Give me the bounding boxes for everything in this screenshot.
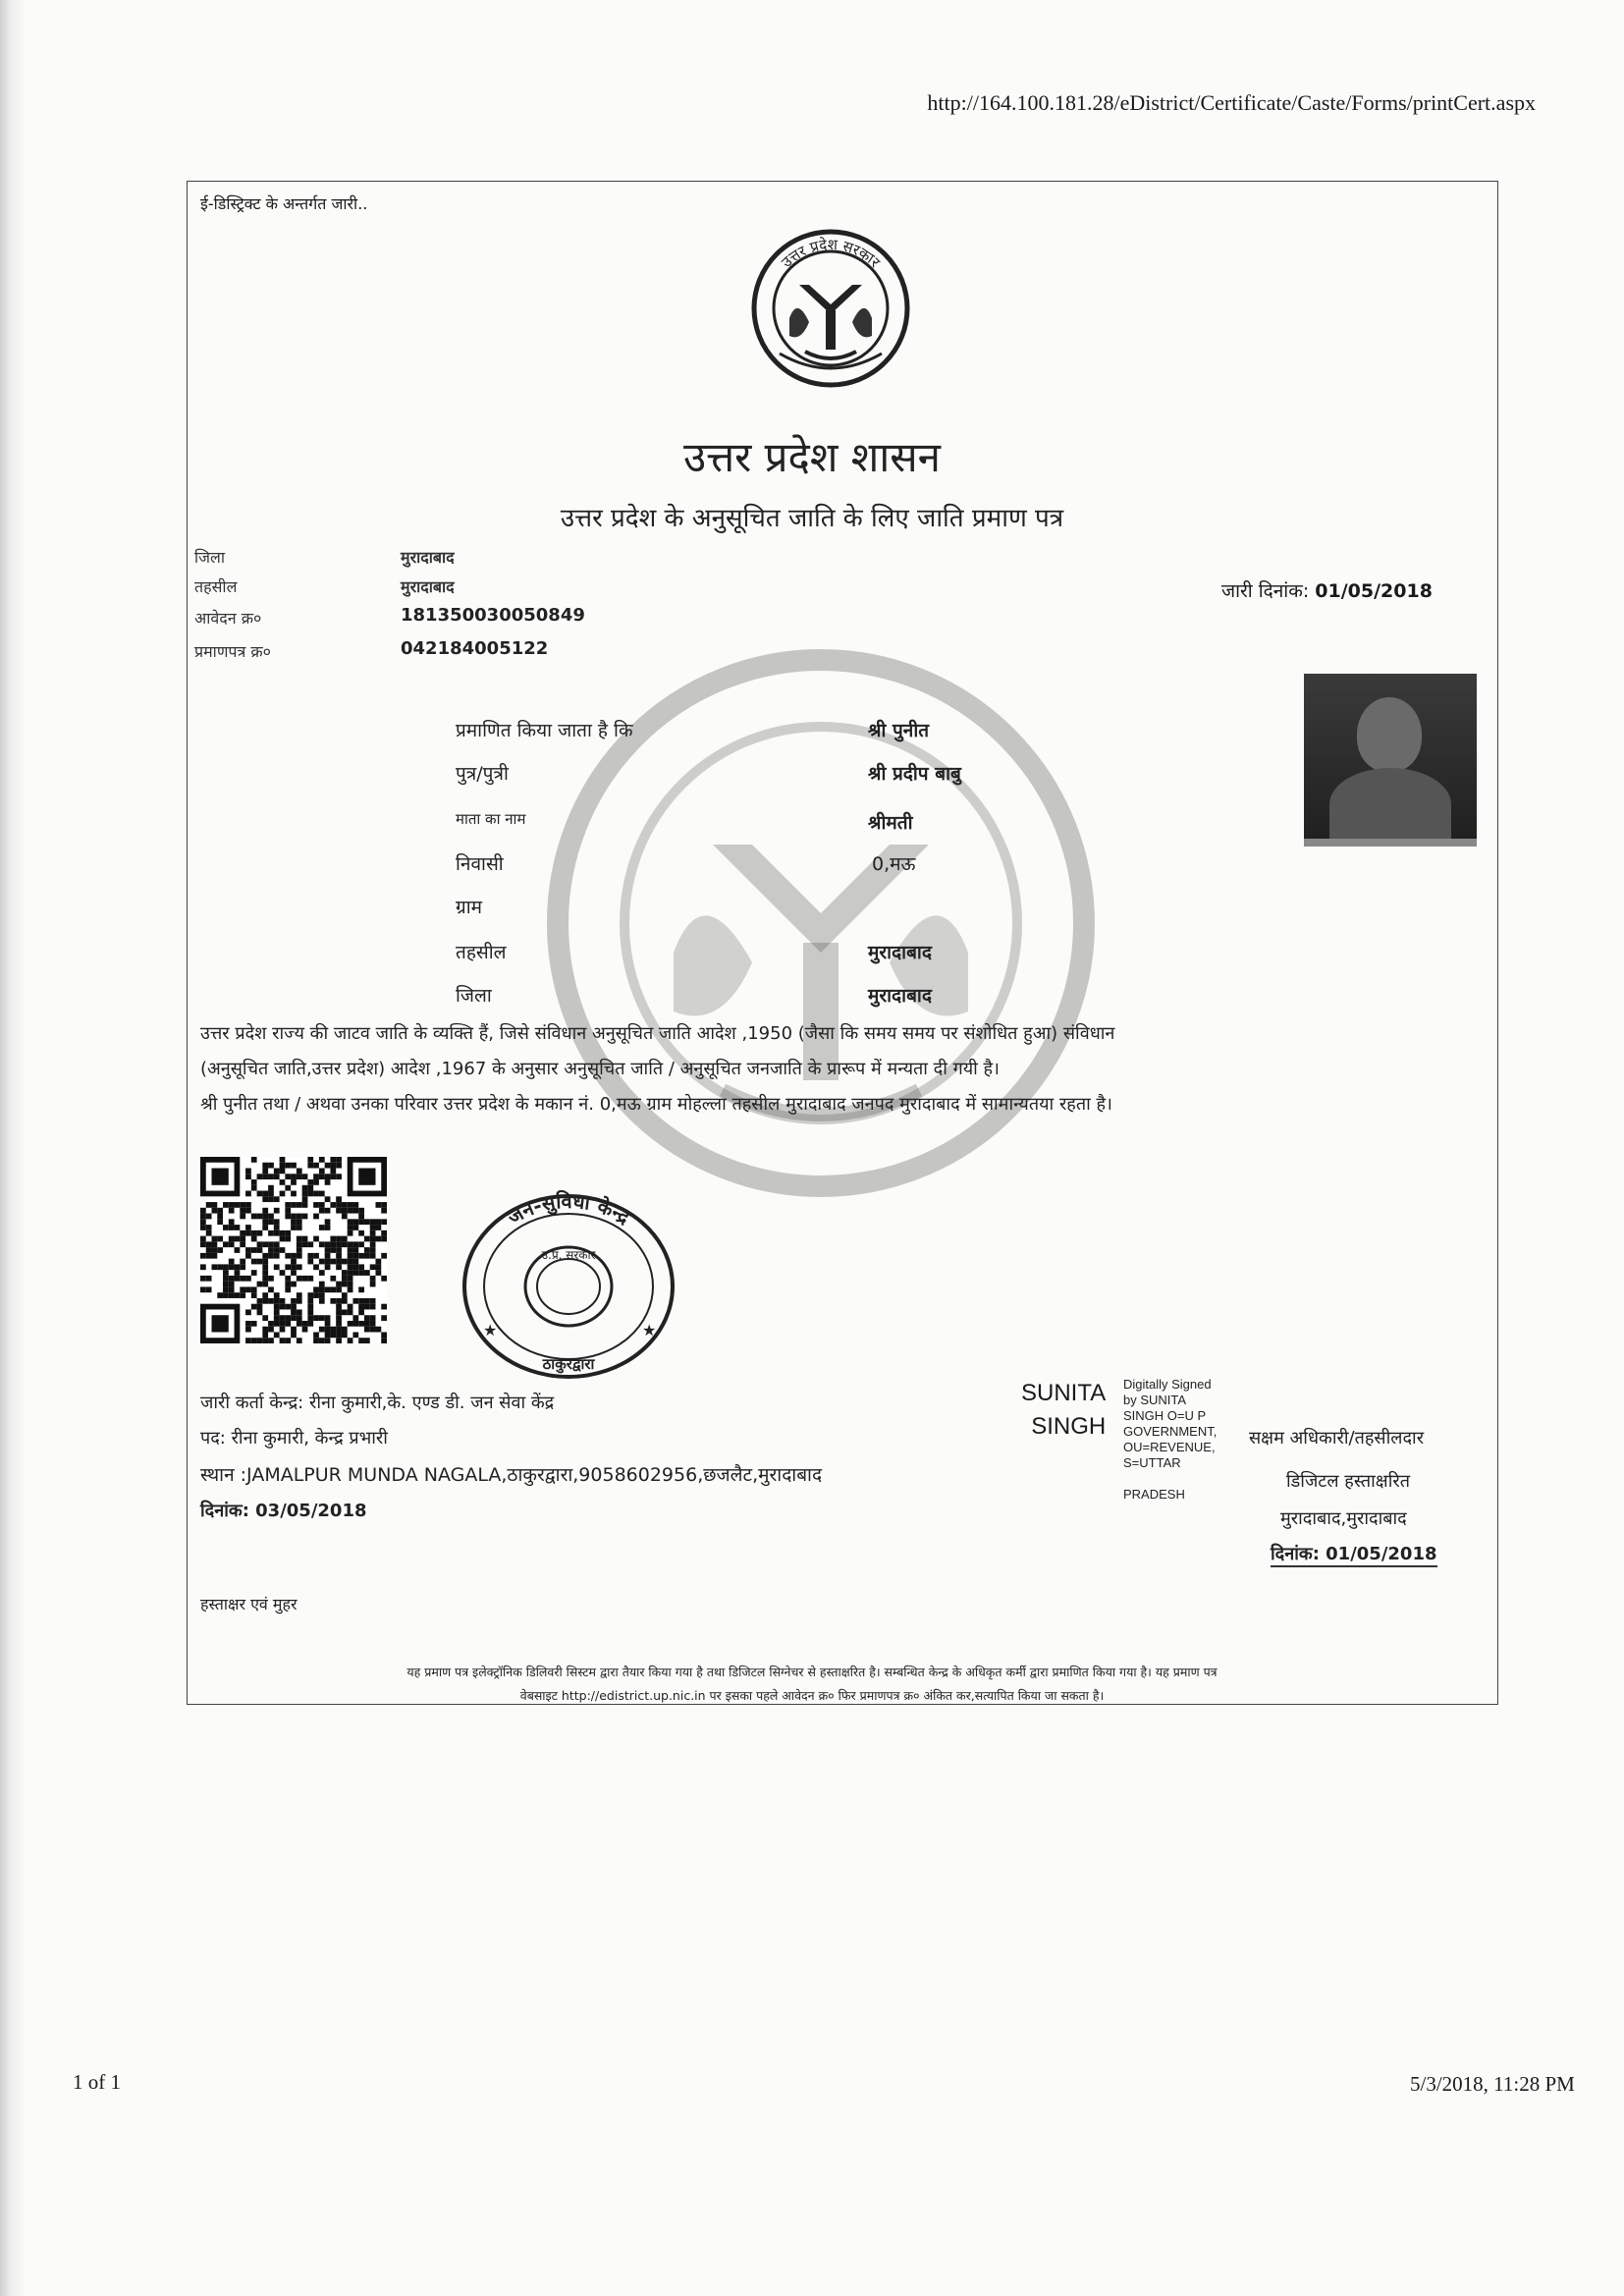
footer-disclaimer-line-2: वेबसाइट http://edistrict.up.nic.in पर इसका पहले आवेदन क्र० फिर प्रमाणपत्र क्र० अंकित कर,सत्यापित किया जा सकता है।	[519, 1688, 1105, 1703]
seal-bottom-text: ठाकुरद्वारा	[542, 1355, 595, 1373]
svg-text:★: ★	[642, 1321, 657, 1339]
authority-date: दिनांक: 01/05/2018	[1271, 1542, 1437, 1567]
print-timestamp: 5/3/2018, 11:28 PM	[1410, 2072, 1575, 2096]
seal-inner-text: उ.प्र. सरकार	[541, 1248, 596, 1262]
tehsil-label: तहसील	[194, 577, 238, 596]
certified-name: श्री पुनीत	[868, 720, 930, 741]
verification-qr-code[interactable]	[200, 1157, 387, 1343]
village-label: ग्राम	[456, 897, 482, 918]
authority-place: मुरादाबाद,मुरादाबाद	[1280, 1508, 1407, 1529]
tehsil-value: मुरादाबाद	[401, 577, 455, 596]
applicant-photo	[1304, 674, 1477, 847]
sign-and-seal-label: हस्ताक्षर एवं मुहर	[200, 1595, 298, 1613]
certified-label: प्रमाणित किया जाता है कि	[456, 720, 633, 741]
body-tehsil-label: तहसील	[456, 942, 507, 963]
svg-text:जन-सुविधा केन्द्र	[502, 1189, 635, 1230]
district-value: मुरादाबाद	[401, 548, 455, 567]
body-district-label: जिला	[456, 985, 492, 1007]
issue-date-value: 01/05/2018	[1315, 580, 1433, 602]
issuer-date: दिनांक: 03/05/2018	[200, 1501, 367, 1521]
authority-title: सक्षम अधिकारी/तहसीलदार	[1249, 1428, 1425, 1449]
print-url: http://164.100.181.28/eDistrict/Certificate/Caste/Forms/printCert.aspx	[927, 90, 1536, 115]
application-label: आवेदन क्र०	[194, 609, 262, 628]
resident-value: 0,मऊ	[872, 853, 916, 875]
caste-paragraph-line-3: श्री पुनीत तथा / अथवा उनका परिवार उत्तर प्रदेश के मकान नं. 0,मऊ ग्राम मोहल्ला तहसील मुरादाबाद जनपद मुरादाबाद में सामान्यतया रहता है।	[200, 1094, 1112, 1115]
caste-paragraph-line-1: उत्तर प्रदेश राज्य की जाटव जाति के व्यक्ति हैं, जिसे संविधान अनुसूचित जाति आदेश ,1950 (जैसा कि समय समय पर संशोधित हुआ) संविधान	[200, 1023, 1115, 1044]
svg-text:★: ★	[483, 1321, 498, 1339]
certificate-number: 042184005122	[401, 638, 549, 659]
print-page-count: 1 of 1	[73, 2070, 121, 2094]
application-number: 181350030050849	[401, 605, 585, 626]
resident-label: निवासी	[456, 853, 504, 875]
certificate-number-label: प्रमाणपत्र क्र०	[194, 642, 271, 661]
digital-signature-name: SUNITA SINGH	[1021, 1380, 1107, 1440]
digital-signature-details: Digitally Signed by SUNITA SINGH O=U P GOVERNMENT, OU=REVENUE, S=UTTAR PRADESH	[1123, 1377, 1218, 1502]
footer-disclaimer-line-1: यह प्रमाण पत्र इलेक्ट्रॉनिक डिलिवरी सिस्टम द्वारा तैयार किया गया है तथा डिजिटल सिग्नेचर से हस्ताक्षरित है। सम्बन्धित केन्द्र के अधिकृत कर्मी द्वारा प्रमाणित किया गया है। यह प्रमाण पत्र	[406, 1665, 1218, 1679]
issuer-post: पद: रीना कुमारी, केन्द्र प्रभारी	[200, 1428, 388, 1449]
scan-edge-shadow	[0, 0, 26, 2296]
emblem-text: उत्तर प्रदेश सरकार	[778, 235, 884, 272]
issue-date-label: जारी दिनांक:	[1221, 580, 1310, 602]
issuing-center: जारी कर्ता केन्द्र: रीना कुमारी,के. एण्ड डी. जन सेवा केंद्र	[200, 1393, 555, 1413]
certificate-subtitle: उत्तर प्रदेश के अनुसूचित जाति के लिए जाति प्रमाण पत्र	[560, 504, 1064, 533]
issuer-place: स्थान :JAMALPUR MUNDA NAGALA,ठाकुरद्वारा,9058602956,छजलैट,मुरादाबाद	[200, 1464, 823, 1486]
issued-under-label: ई-डिस्ट्रिक्ट के अन्तर्गत जारी..	[200, 194, 368, 213]
body-tehsil-value: मुरादाबाद	[868, 942, 932, 963]
digitally-signed-label: डिजिटल हस्ताक्षरित	[1286, 1471, 1410, 1492]
mother-label: माता का नाम	[456, 810, 526, 828]
csc-seal	[456, 1188, 681, 1385]
issue-date	[1221, 577, 1433, 603]
seal-outer-text: जन-सुविधा केन्द्र	[503, 1188, 634, 1230]
father-name: श्री प्रदीप बाबु	[868, 763, 961, 785]
body-district-value: मुरादाबाद	[868, 985, 932, 1007]
caste-paragraph-line-2: (अनुसूचित जाति,उत्तर प्रदेश) आदेश ,1967 के अनुसार अनुसूचित जाति / अनुसूचित जनजाति के प्रारूप में मन्यता दी गयी है।	[200, 1059, 1000, 1079]
district-label: जिला	[194, 548, 226, 567]
mother-name: श्रीमती	[868, 812, 913, 834]
up-emblem	[750, 228, 911, 389]
certificate-title: उत्तर प्रदेश शासन	[683, 433, 941, 481]
son-daughter-label: पुत्र/पुत्री	[456, 763, 509, 785]
